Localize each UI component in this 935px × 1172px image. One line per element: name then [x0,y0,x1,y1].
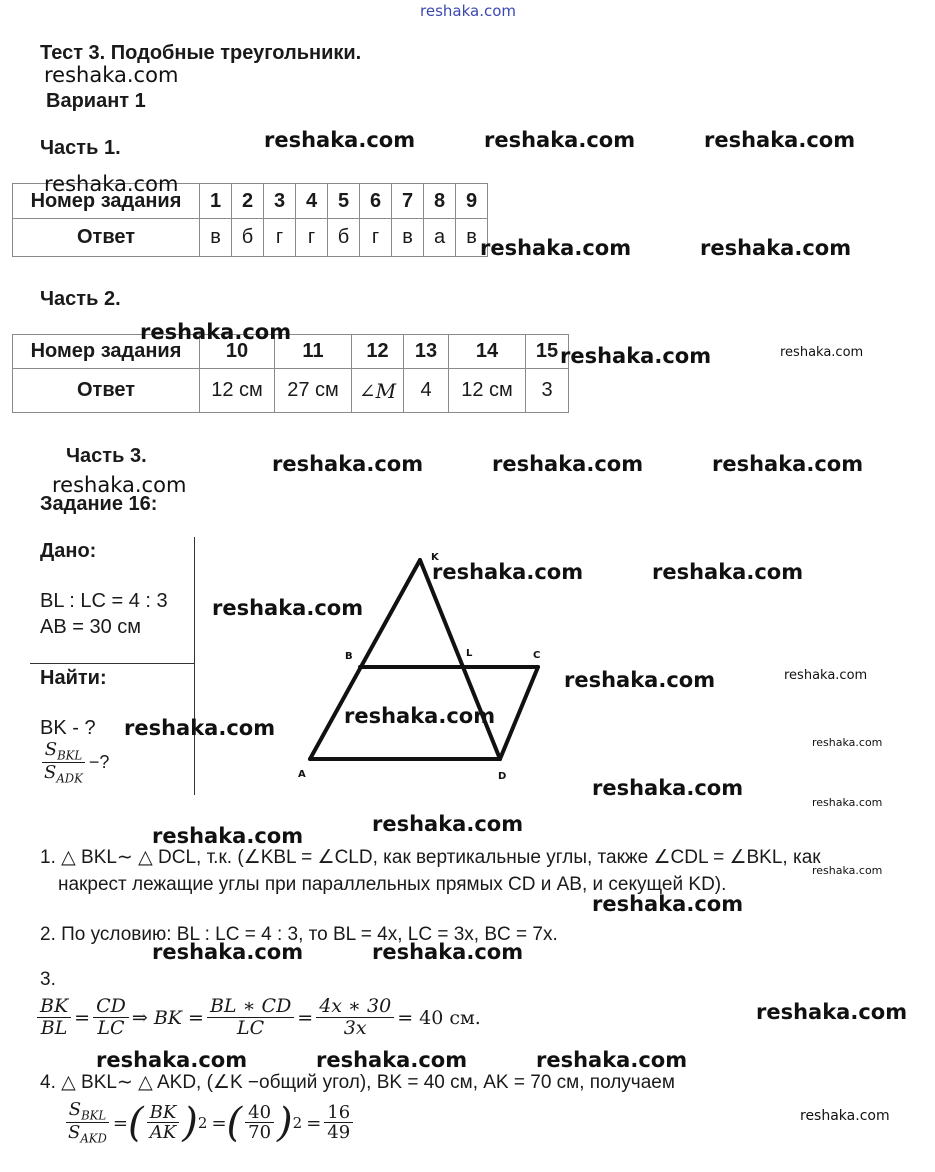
given-vertical-divider [194,537,195,795]
watermark: reshaka.com [492,452,644,476]
watermark-top: reshaka.com [420,2,516,20]
watermark: reshaka.com [264,128,416,152]
answer-cell: 27 см [275,369,352,413]
answer-cell: 4 [404,369,449,413]
watermark: reshaka.com [124,716,276,740]
watermark: reshaka.com [564,668,716,692]
answer-cell: в [200,219,232,257]
vertex-label-c: C [533,650,541,661]
answer-cell: г [360,219,392,257]
answer-cell: ∠M [352,369,404,413]
task-number: 3 [264,184,296,219]
fraction-numerator: BK [147,1103,180,1124]
watermark: reshaka.com [152,940,304,964]
watermark: reshaka.com [700,236,852,260]
task-number: 5 [328,184,360,219]
find-area-ratio [38,740,109,787]
task-number: 8 [424,184,456,219]
watermark: reshaka.com [780,345,864,360]
fraction-numerator: 16 [324,1103,353,1124]
watermark: reshaka.com [316,1048,468,1072]
answer-cell: 12 см [200,369,275,413]
vertex-label-l: L [466,648,473,659]
watermark: reshaka.com [272,452,424,476]
solution-step4-formula: $\frac{S_{BKL}}{S_{AKD}}$ = ( $\frac{BK}{AK}$ ) 2 = ( $\frac{40}{70}$ ) 2 = $\frac{16}{49}$ [62,1100,356,1147]
exponent: 2 [292,1114,303,1133]
segment-kd [420,560,500,759]
part2-table [12,334,569,413]
task-number: 14 [449,335,526,369]
watermark: reshaka.com [800,1108,890,1124]
watermark: reshaka.com [96,1048,248,1072]
answer-cell: г [296,219,328,257]
formula-arrow: ⇒ BK = [131,1006,204,1029]
task-number: 6 [360,184,392,219]
variant-label: Вариант 1 [46,90,146,112]
fraction-denominator: $S_{AKD}$ [68,1122,107,1147]
task16-title: Задание 16: [40,493,158,515]
solution-step1-line1: 1. △ BKL∼ △ DCL, т.к. (∠KBL = ∠CLD, как вертикальные углы, также ∠CDL = ∠BKL, как [40,847,821,868]
solution-step3-formula: $\frac{BK}{BL}$ = $\frac{CD}{LC}$ ⇒ BK = $\frac{BL ∗ CD}{LC}$ = $\frac{4x ∗ 30}{3x}$ = 40 см. [34,996,481,1040]
formula-result: = 40 см. [397,1006,481,1029]
answer-cell: а [424,219,456,257]
part2-title: Часть 2. [40,288,121,310]
part1-answer-header: Ответ [13,219,200,257]
answer-cell: 3 [526,369,569,413]
fraction-numerator: $S_{BKL}$ [42,740,85,763]
fraction-denominator: AK [149,1122,177,1144]
watermark: reshaka.com [536,1048,688,1072]
part2-number-header: Номер задания [13,335,200,369]
watermark: reshaka.com [140,320,292,344]
answer-cell: б [328,219,360,257]
watermark: reshaka.com [592,776,744,800]
fraction-denominator: 70 [248,1122,272,1144]
watermark: reshaka.com [372,812,524,836]
task-number: 11 [275,335,352,369]
segment-ak [310,560,420,759]
find-title: Найти: [40,667,107,689]
test-title: Тест 3. Подобные треугольники. [40,42,362,64]
answer-cell: в [392,219,424,257]
vertex-label-b: B [345,651,353,662]
watermark: reshaka.com [152,824,304,848]
answer-cell: 12 см [449,369,526,413]
watermark: reshaka.com [704,128,856,152]
fraction-numerator: BK [37,996,71,1018]
answer-cell: в [456,219,488,257]
answer-cell: г [264,219,296,257]
fraction-denominator: $S_{ADK}$ [44,762,83,787]
watermark: reshaka.com [756,1000,908,1024]
fraction-numerator: CD [93,996,129,1018]
task-number: 2 [232,184,264,219]
fraction-numerator: BL ∗ CD [207,996,294,1018]
watermark: reshaka.com [480,236,632,260]
part1-title: Часть 1. [40,137,121,159]
watermark: reshaka.com [560,344,712,368]
watermark: reshaka.com [484,128,636,152]
solution-step2: 2. По условию: BL : LC = 4 : 3, то BL = 4x, LC = 3x, BC = 7x. [40,924,558,945]
fraction-denominator: LC [237,1016,265,1039]
watermark: reshaka.com [432,560,584,584]
watermark: reshaka.com [784,668,868,683]
task-number: 13 [404,335,449,369]
part2-answer-header: Ответ [13,369,200,413]
vertex-label-k: K [431,552,439,563]
part3-title: Часть 3. [66,445,147,467]
fraction-denominator: BL [40,1016,68,1039]
given-ab: AB = 30 см [40,616,142,638]
solution-step4: 4. △ BKL∼ △ AKD, (∠K −общий угол), BK = 40 см, AK = 70 см, получаем [40,1072,675,1093]
task-number: 10 [200,335,275,369]
fraction-numerator: $S_{BKL}$ [66,1100,109,1123]
given-horizontal-divider [30,663,195,664]
task-number: 15 [526,335,569,369]
vertex-label-a: A [298,769,306,780]
task-number: 1 [200,184,232,219]
solution-step1-line2: накрест лежащие углы при параллельных прямых CD и AB, и секущей KD). [58,874,727,895]
find-area-tail: −? [88,752,110,772]
given-ratio: BL : LC = 4 : 3 [40,590,168,612]
given-title: Дано: [40,540,97,562]
part1-number-header: Номер задания [13,184,200,219]
task-number: 12 [352,335,404,369]
watermark: reshaka.com [712,452,864,476]
answer-cell: б [232,219,264,257]
watermark: reshaka.com [44,63,179,87]
fraction-numerator: 40 [245,1103,274,1124]
watermark: reshaka.com [344,704,496,728]
segment-cd [500,667,538,759]
watermark: reshaka.com [652,560,804,584]
vertex-label-d: D [498,771,507,782]
watermark: reshaka.com [52,473,187,497]
fraction-numerator: 4x ∗ 30 [316,996,394,1018]
watermark: reshaka.com [372,940,524,964]
watermark: reshaka.com [812,796,883,809]
task-number: 7 [392,184,424,219]
watermark: reshaka.com [812,864,883,877]
task-number: 9 [456,184,488,219]
watermark: reshaka.com [44,172,179,196]
fraction-denominator: LC [97,1016,125,1039]
fraction-denominator: 3x [343,1016,367,1039]
exponent: 2 [197,1114,208,1133]
find-bk: BK - ? [40,717,96,739]
fraction-denominator: 49 [327,1122,351,1144]
watermark: reshaka.com [212,596,364,620]
watermark: reshaka.com [592,892,744,916]
task-number: 4 [296,184,328,219]
solution-step3-label: 3. [40,969,56,990]
watermark: reshaka.com [812,736,883,749]
